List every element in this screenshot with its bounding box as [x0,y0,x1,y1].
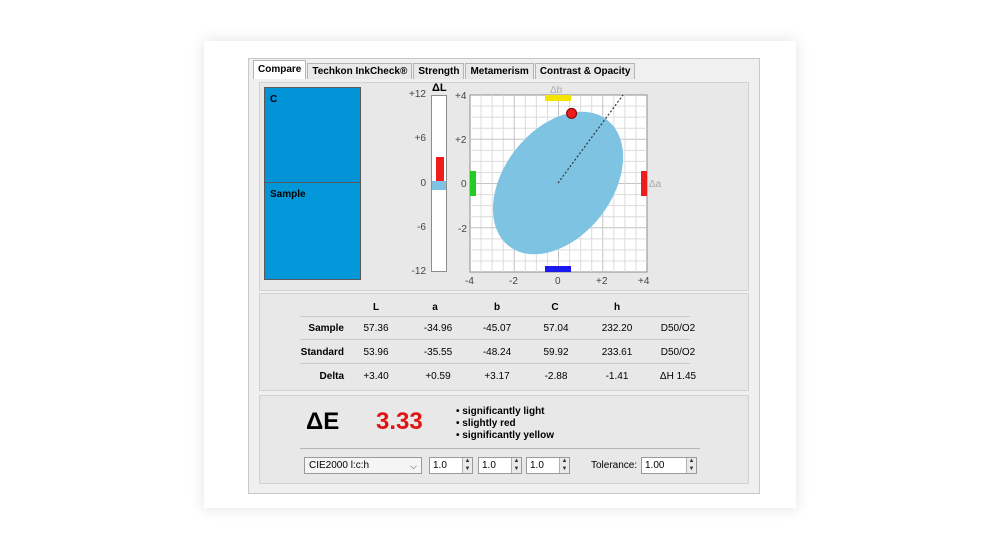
delta-e-note: • significantly light [456,406,545,417]
col-header-c: C [551,302,559,313]
hue-weight-spinner[interactable] [526,457,570,474]
col-header-b: b [493,302,501,313]
table-cell: -45.07 [482,323,512,334]
tolerance-spinner[interactable] [641,457,697,474]
spinner-arrows[interactable] [559,458,569,473]
row-label-standard: Standard [300,347,344,358]
delta-l-tick-0: 0 [420,178,426,189]
sample-point-marker [567,108,577,118]
table-divider [300,339,690,340]
table-cell: +3.40 [363,371,389,382]
table-cell: 53.96 [363,347,389,358]
delta-l-tick-m12: -12 [411,266,426,277]
delta-l-zero-band [432,181,446,190]
tab-contrast-opacity[interactable]: Contrast & Opacity [535,63,636,79]
standard-swatch-label: C [270,94,278,105]
row-label-sample: Sample [308,323,344,334]
spinner-value: 1.0 [530,460,544,471]
delta-e-symbol: ΔE [306,408,340,435]
spin-down-icon[interactable]: ▼ [561,465,568,472]
col-header-a: a [432,302,438,313]
formula-select-value: CIE2000 l:c:h [309,460,370,471]
x-tick-p4: +4 [638,276,650,287]
delta-e-value: 3.33 [376,408,423,435]
x-tick-m4: -4 [465,276,474,287]
delta-l-tick-p12: +12 [409,89,426,100]
spinner-value: 1.0 [433,460,447,471]
y-tick-m2: -2 [458,224,467,235]
negative-a-indicator [470,171,476,196]
spinner-value: 1.0 [482,460,496,471]
tab-techkon-inkcheck[interactable]: Techkon InkCheck® [307,63,412,79]
table-cell: 232.20 [601,323,633,334]
spin-up-icon[interactable]: ▲ [464,458,471,464]
sample-swatch [264,182,361,280]
spin-up-icon[interactable]: ▲ [688,458,695,464]
values-table-panel [259,293,749,391]
spin-down-icon[interactable]: ▼ [464,465,471,472]
delta-l-title: ΔL [432,82,447,94]
formula-select[interactable] [304,457,422,474]
row-label-delta: Delta [319,371,344,382]
delta-e-note: • slightly red [456,418,516,429]
table-cell: +3.17 [484,371,510,382]
table-cell: 59.92 [543,347,569,358]
table-cell: 57.04 [543,323,569,334]
spinner-arrows[interactable] [511,458,521,473]
table-cell: -48.24 [482,347,512,358]
table-cell: -34.96 [423,323,453,334]
a-axis-label: Δa [649,179,662,190]
table-cell: ΔH 1.45 [659,371,697,382]
table-cell: D50/O2 [660,347,696,358]
table-divider [300,363,690,364]
app-window [248,58,760,494]
negative-b-indicator [545,266,571,272]
positive-a-indicator [641,171,647,196]
ab-chart [450,83,680,290]
table-cell: +0.59 [425,371,451,382]
spinner-arrows[interactable] [686,458,696,473]
delta-l-track [431,95,447,272]
tolerance-label: Tolerance: [591,460,638,471]
b-axis-label: Δb [550,85,563,96]
y-tick-p2: +2 [455,135,467,146]
table-cell: -1.41 [605,371,629,382]
chroma-weight-spinner[interactable] [478,457,522,474]
delta-l-tick-p6: +6 [414,133,426,144]
tab-strength[interactable]: Strength [413,63,464,79]
spin-up-icon[interactable]: ▲ [513,458,520,464]
table-divider [300,316,690,317]
delta-l-tick-m6: -6 [417,222,426,233]
tab-compare[interactable]: Compare [253,60,306,79]
col-header-l: L [372,302,380,313]
lightness-weight-spinner[interactable] [429,457,473,474]
spinner-value: 1.00 [645,460,665,471]
table-cell: 233.61 [601,347,633,358]
y-tick-0: 0 [461,179,467,190]
sample-swatch-label: Sample [270,189,306,200]
table-cell: -2.88 [544,371,568,382]
table-cell: 57.36 [363,323,389,334]
standard-swatch [264,87,361,184]
col-header-h: h [613,302,621,313]
compare-panel [259,82,749,291]
table-cell: -35.55 [423,347,453,358]
x-tick-0: 0 [555,276,561,287]
spinner-arrows[interactable] [462,458,472,473]
chevron-down-icon: ⌵ [410,461,417,471]
x-tick-m2: -2 [509,276,518,287]
delta-e-panel [259,395,749,484]
delta-e-note: • significantly yellow [456,430,554,441]
tab-bar [253,61,636,79]
table-cell: D50/O2 [660,323,696,334]
spin-up-icon[interactable]: ▲ [561,458,568,464]
x-tick-p2: +2 [596,276,608,287]
controls-divider [300,448,700,449]
delta-l-bar [436,157,444,182]
spin-down-icon[interactable]: ▼ [688,465,695,472]
y-tick-p4: +4 [455,91,467,102]
tab-metamerism[interactable]: Metamerism [465,63,533,79]
spin-down-icon[interactable]: ▼ [513,465,520,472]
